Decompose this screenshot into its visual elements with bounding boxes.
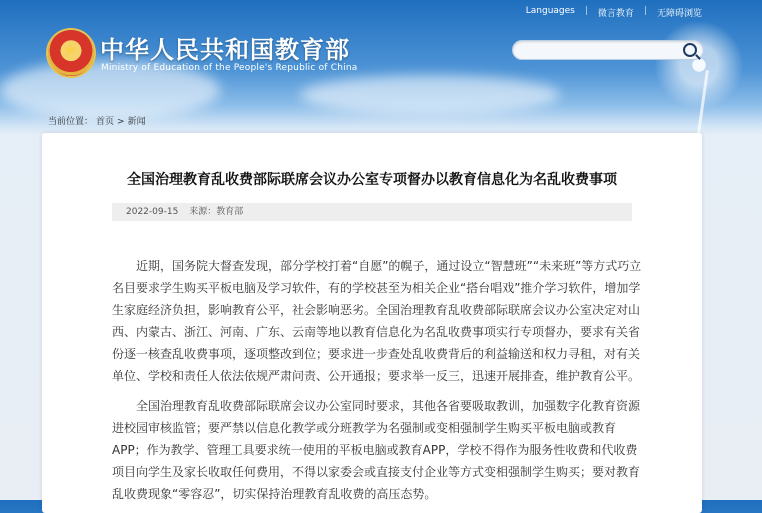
- article-meta: [112, 203, 632, 221]
- accessibility-link[interactable]: 无障碍浏览: [656, 9, 702, 19]
- national-emblem-icon[interactable]: [48, 30, 94, 76]
- languages-link[interactable]: Languages: [525, 6, 575, 16]
- breadcrumb-current[interactable]: 新闻: [127, 117, 146, 127]
- site-subtitle: Ministry of Education of the People's Republic of China: [101, 63, 358, 73]
- search-icon[interactable]: [683, 43, 697, 57]
- article-paragraph-1: 近期，国务院大督查发现，部分学校打着“自愿”的幌子，通过设立“智慧班”“未来班”等方式巧立名目要求学生购买平板电脑及学习软件，有的学校甚至为相关企业“搭台唱戏”推介学习软件，增加学生家庭经济负担，影响教育公平，社会影响恶劣。全国治理教育乱收费部际联席会议办公室决定对山西、内蒙古、浙江、河南、广东、云南等地以教育信息化为名乱收费事项实行专项督办，要求有关省份逐一核查乱收费事项，逐项整改到位；要求进一步查处乱收费背后的利益输送和权力寻租，对有关单位、学校和责任人依法依规严肃问责、公开通报；要求举一反三，迅速开展排查，维护教育公平。: [112, 259, 642, 383]
- article-date: 2022-09-15: [126, 207, 179, 217]
- article-panel: [42, 133, 702, 513]
- search-input[interactable]: [513, 45, 689, 63]
- breadcrumb-prefix: 当前位置：: [48, 117, 94, 127]
- breadcrumb: [48, 114, 149, 127]
- separator: |: [584, 6, 588, 16]
- star-icon: ★: [63, 40, 78, 59]
- weiyan-jiaoyu-link[interactable]: 微言教育: [597, 9, 634, 19]
- article-title: 全国治理教育乱收费部际联席会议办公室专项督办以教育信息化为名乱收费事项: [127, 172, 617, 188]
- decorative-cloud: [300, 75, 560, 115]
- article-paragraph-2: 全国治理教育乱收费部际联席会议办公室同时要求，其他各省要吸取教训，加强数字化教育资源进校园审核监管；要严禁以信息化教学或分班教学为名强制或变相强制学生购买平板电脑或教育APP；作为教学、管理工具要求统一使用的平板电脑或教育APP，学校不得作为服务性收费和代收费项目向学生及家长收取任何费用，不得以家委会或直接支付企业等方式变相强制学生购买；要对教育乱收费现象“零容忍”，切实保持治理教育乱收费的高压态势。: [112, 399, 641, 501]
- article-source: 来源：教育部: [189, 207, 244, 217]
- breadcrumb-separator: >: [117, 117, 125, 127]
- dandelion-decoration-icon: [654, 20, 744, 110]
- search-box: [512, 40, 704, 60]
- breadcrumb-home[interactable]: 首页: [96, 117, 115, 127]
- separator: |: [643, 6, 647, 16]
- site-title[interactable]: 中华人民共和国教育部: [100, 35, 350, 64]
- top-links: [526, 6, 702, 19]
